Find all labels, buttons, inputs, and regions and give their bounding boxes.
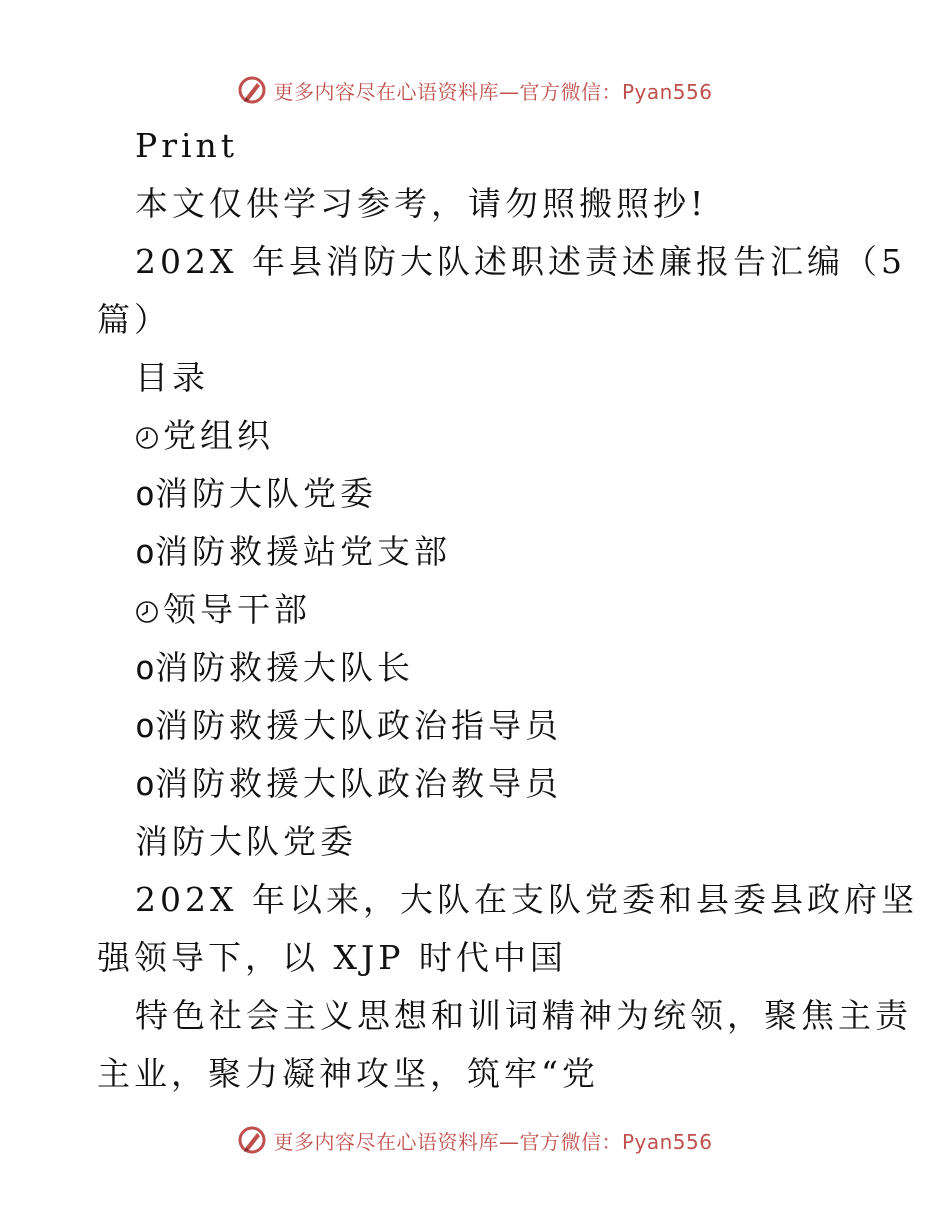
toc-item[interactable] (97, 755, 857, 813)
print-label: Print (135, 126, 239, 165)
header-watermark (0, 70, 950, 110)
toc-heading: 目录 (135, 358, 209, 397)
paragraph-line: 特色社会主义思想和训词精神为统领，聚焦主责 (135, 996, 912, 1035)
toc-item-label: 党组织 (163, 416, 274, 455)
bullet-marker: o (135, 648, 155, 687)
section-heading: 消防大队党委 (135, 822, 357, 861)
document-title-line2: 篇） (97, 300, 171, 339)
pen-logo-icon (237, 75, 267, 105)
document-body (97, 117, 918, 1103)
paragraph-line: 强领导下，以 XJP 时代中国 (97, 938, 567, 977)
toc-item[interactable] (97, 523, 857, 581)
toc-item[interactable] (97, 407, 857, 465)
toc-item-label: 消防救援大队长 (155, 648, 414, 687)
toc-item[interactable] (97, 639, 857, 697)
document-title-line1: 202X 年县消防大队述职述责述廉报告汇编（5 (135, 242, 906, 281)
toc-item-label: 领导干部 (163, 590, 311, 629)
paragraph-line: 202X 年以来，大队在支队党委和县委县政府坚 (135, 880, 918, 919)
clock-icon (135, 426, 159, 450)
table-of-contents (97, 407, 857, 813)
disclaimer: 本文仅供学习参考，请勿照搬照抄! (135, 184, 708, 223)
bullet-marker: o (135, 706, 155, 745)
toc-item-label: 消防救援大队政治指导员 (155, 706, 562, 745)
paragraph-line: 主业，聚力凝神攻坚，筑牢“党 (97, 1054, 599, 1093)
toc-item-label: 消防救援站党支部 (155, 532, 451, 571)
footer-watermark-text: 更多内容尽在心语资料库—官方微信：Pyan556 (273, 1129, 713, 1154)
bullet-marker: o (135, 532, 155, 571)
toc-item[interactable] (97, 465, 857, 523)
toc-item-label: 消防救援大队政治教导员 (155, 764, 562, 803)
header-watermark-text: 更多内容尽在心语资料库—官方微信：Pyan556 (273, 79, 713, 104)
clock-icon (135, 600, 159, 624)
toc-item-label: 消防大队党委 (155, 474, 377, 513)
toc-item[interactable] (97, 697, 857, 755)
pen-logo-icon (237, 1125, 267, 1155)
bullet-marker: o (135, 474, 155, 513)
footer-watermark (0, 1120, 950, 1160)
toc-item[interactable] (97, 581, 857, 639)
bullet-marker: o (135, 764, 155, 803)
